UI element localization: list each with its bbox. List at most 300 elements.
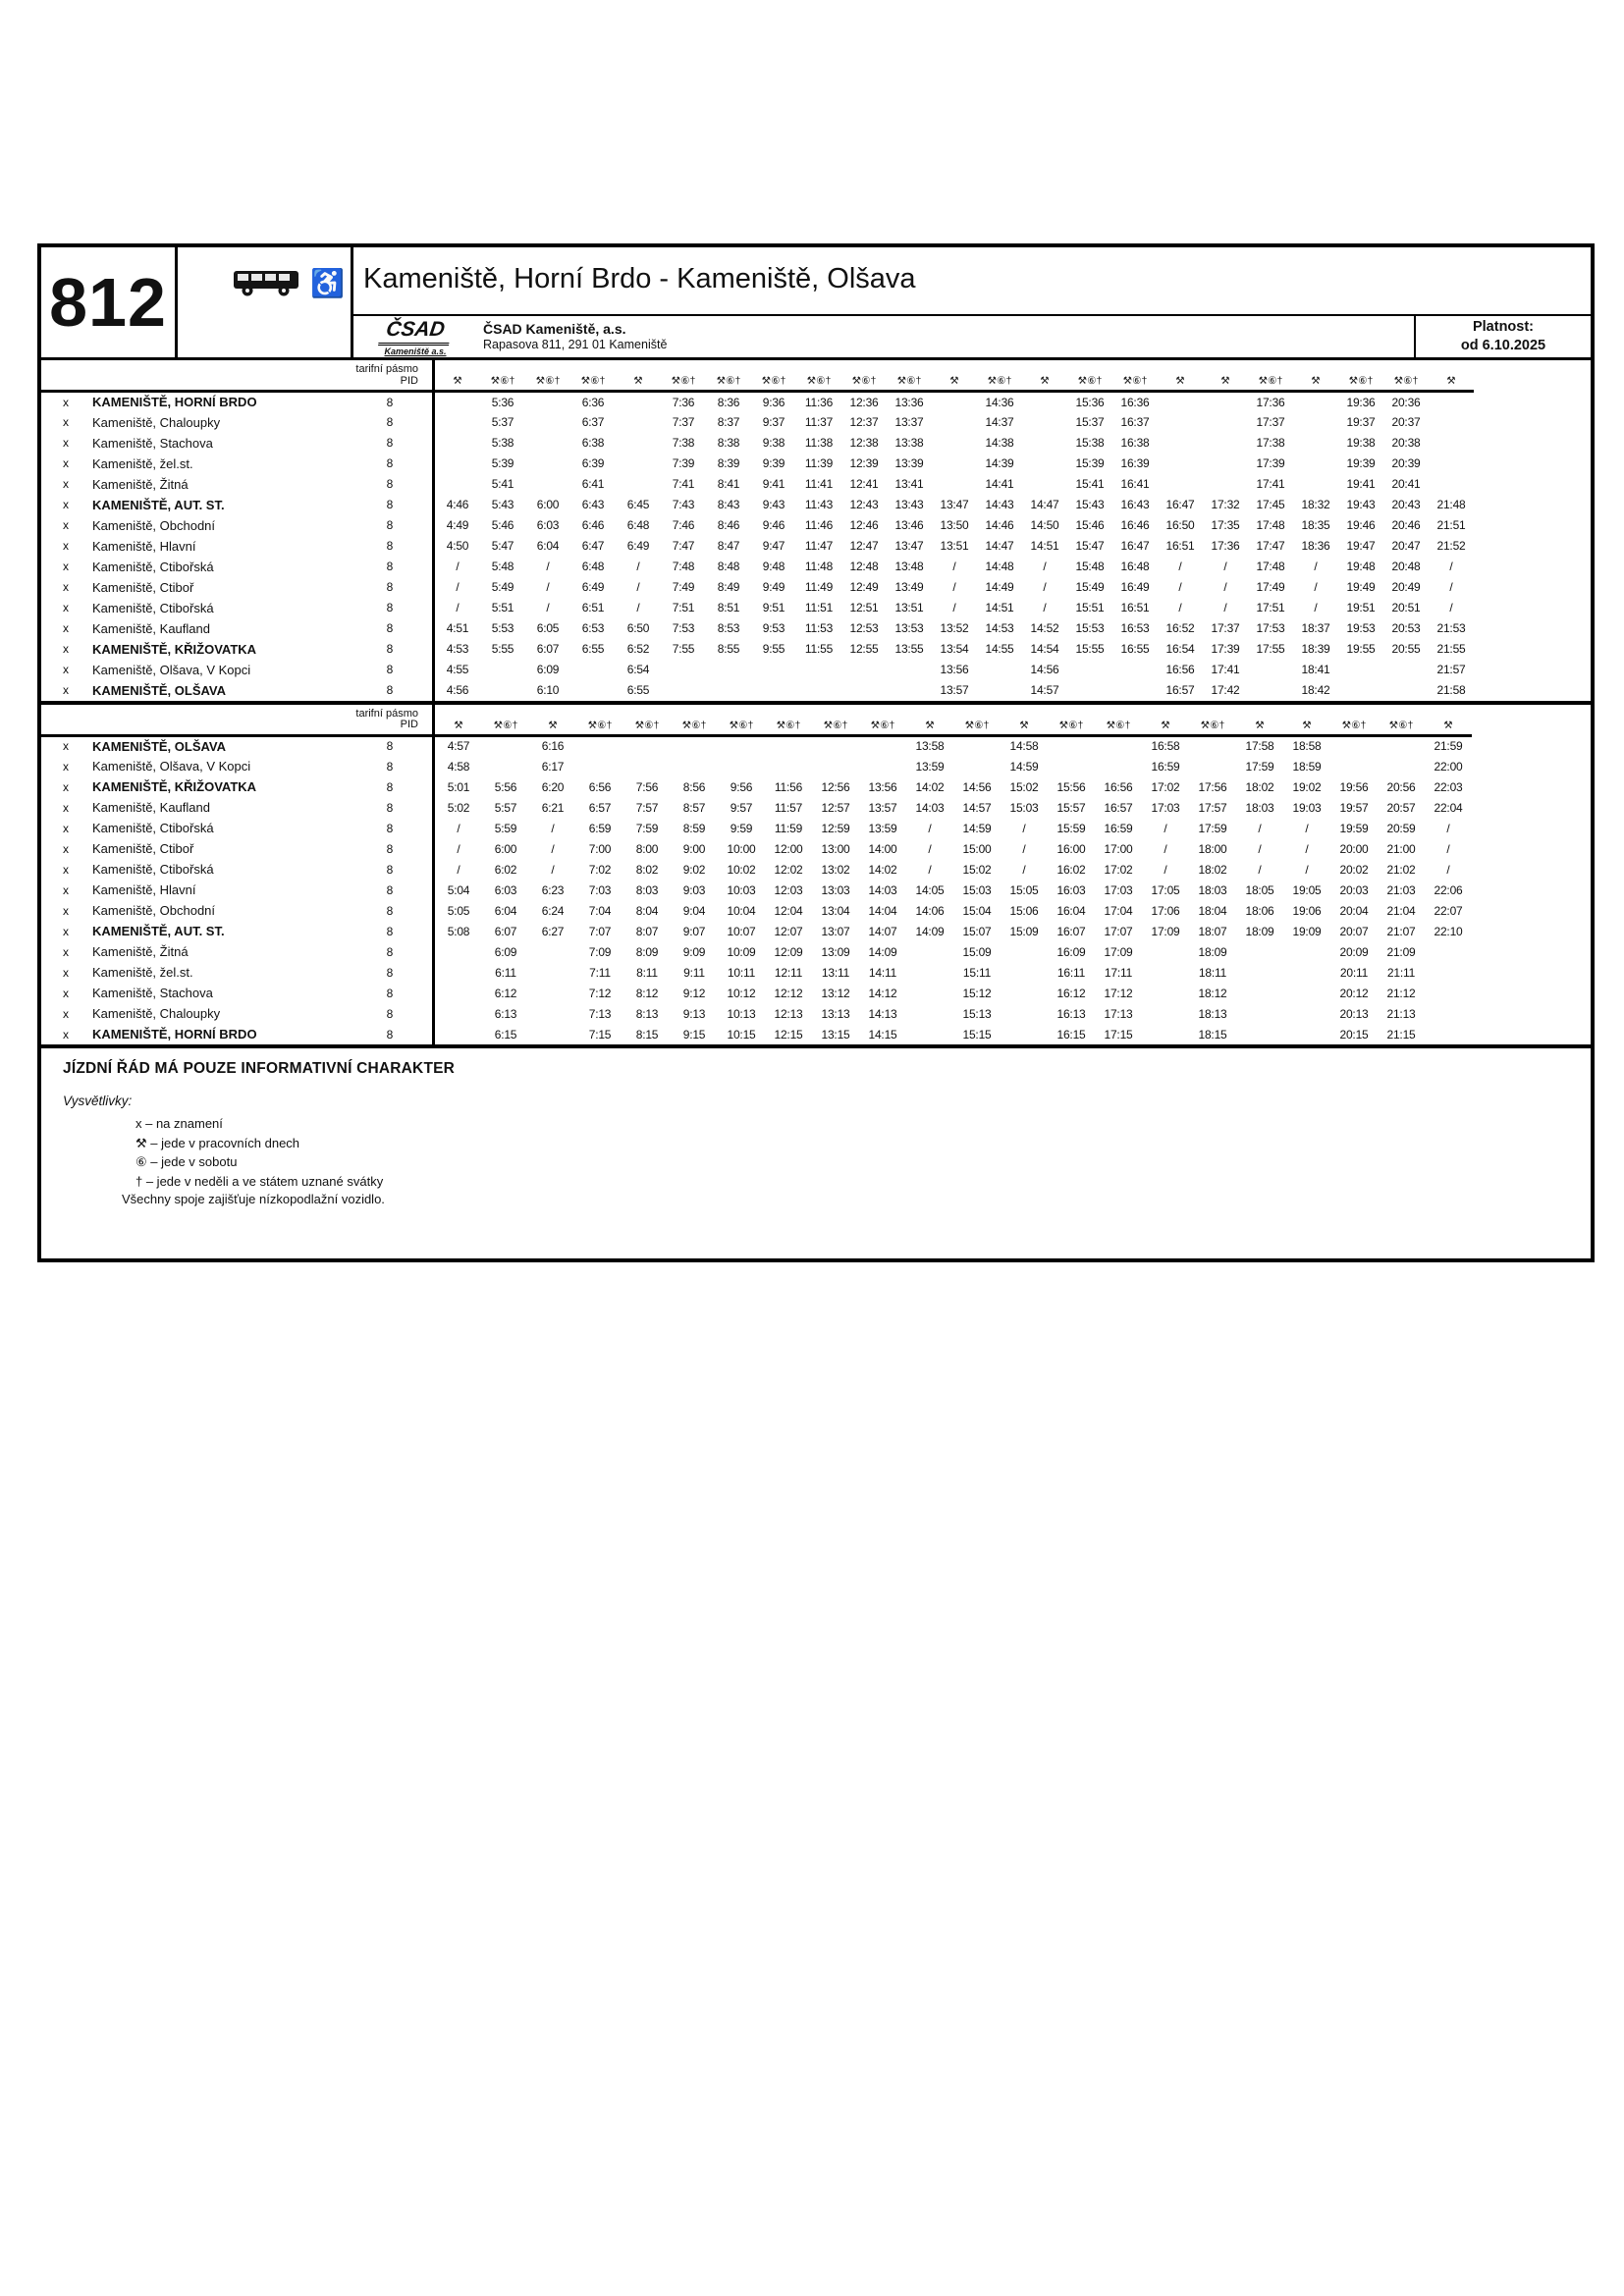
time-cell: 14:59 [1009,759,1039,774]
on-request-flag: x [63,415,69,429]
time-cell: 17:51 [1256,601,1285,614]
time-cell: 20:15 [1339,1027,1369,1041]
time-cell [1022,433,1067,454]
time-cell [812,756,859,776]
trip-days-symbol: ⚒⑥† [587,719,613,731]
time-cell: 17:07 [1104,924,1133,938]
zone-value: 8 [348,838,434,859]
station-name: Kameniště, Žitná [92,944,189,959]
trip-days-symbol: ⚒⑥† [1341,719,1367,731]
time-cell [434,454,481,474]
time-cell [1022,454,1067,474]
time-cell: 19:49 [1346,580,1376,594]
footer [41,1048,1591,1206]
time-cell: 6:04 [494,903,517,918]
time-cell: 16:43 [1120,498,1150,511]
time-cell: 13:59 [915,759,945,774]
time-cell: 17:53 [1256,621,1285,635]
trip-days-symbol: ⚒ [548,719,558,731]
time-cell: 20:13 [1339,1006,1369,1021]
time-cell: 17:32 [1211,498,1240,511]
on-request-flag: x [63,498,69,511]
time-cell: 15:03 [962,882,992,897]
time-cell: 21:12 [1386,986,1416,1000]
time-cell: 19:39 [1346,456,1376,470]
zone-value: 8 [348,392,434,412]
symbol-header-row [41,705,1472,736]
station-row [41,880,1472,900]
time-cell: 14:05 [915,882,945,897]
time-cell [1378,735,1425,756]
time-cell [1158,392,1203,412]
time-cell [1142,941,1189,962]
time-cell [1022,412,1067,433]
time-cell: 7:00 [588,841,612,856]
time-cell: / [1164,821,1167,835]
time-cell [1158,474,1203,495]
time-cell: / [1449,580,1453,594]
time-cell [1425,1024,1472,1044]
time-cell: 13:58 [906,735,953,756]
time-cell: 19:06 [1292,903,1322,918]
time-cell: 12:55 [849,642,879,656]
time-cell: 14:57 [1030,683,1059,697]
time-cell [1293,433,1338,454]
time-cell: 12:41 [849,477,879,491]
station-name: Kameniště, Stachova [92,435,213,451]
station-row [41,412,1474,433]
time-cell: 20:55 [1391,642,1421,656]
time-cell: 14:52 [1030,621,1059,635]
time-cell [706,660,751,680]
time-cell [1383,680,1429,701]
time-cell [1203,412,1248,433]
time-cell: 14:13 [868,1006,897,1021]
time-cell: 19:53 [1346,621,1376,635]
time-cell: 18:02 [1198,862,1227,877]
time-cell [1001,983,1048,1003]
time-cell: 21:02 [1386,862,1416,877]
time-cell: 14:48 [985,560,1014,573]
time-cell: 18:59 [1292,759,1322,774]
time-cell [1248,660,1293,680]
on-request-flag: x [63,560,69,573]
zone-value: 8 [348,983,434,1003]
station-row [41,941,1472,962]
time-cell: 6:56 [588,779,612,794]
time-cell [887,680,932,701]
zone-value: 8 [348,474,434,495]
time-cell: 5:59 [494,821,517,835]
time-cell: 4:51 [446,621,469,635]
time-cell: 8:55 [717,642,740,656]
trip-days-symbol: ⚒ [925,719,935,731]
time-cell: 6:47 [581,539,605,553]
time-cell: 7:56 [635,779,659,794]
time-cell [906,1003,953,1024]
operator-logo [361,318,469,356]
time-cell [977,660,1022,680]
trip-days-symbol: ⚒ [633,375,643,387]
time-cell: 7:53 [672,621,695,635]
time-cell: / [551,841,555,856]
time-cell: 13:53 [894,621,924,635]
time-cell [1293,474,1338,495]
time-cell: 16:15 [1056,1027,1086,1041]
time-cell: 13:48 [894,560,924,573]
time-cell: 9:07 [682,924,706,938]
time-cell [1142,962,1189,983]
time-cell: 4:50 [446,539,469,553]
time-cell [1189,735,1236,756]
time-cell: 11:48 [804,560,834,573]
time-cell [1429,392,1474,412]
time-cell: 7:55 [672,642,695,656]
trip-days-symbol: ⚒⑥† [806,375,832,387]
time-cell: 13:43 [894,498,924,511]
time-cell: 11:51 [804,601,834,614]
time-cell: 21:57 [1436,663,1466,676]
time-cell [1330,735,1378,756]
time-cell: 16:54 [1165,642,1195,656]
time-cell: / [1449,601,1453,614]
time-cell: 17:48 [1256,560,1285,573]
time-cell: 11:49 [804,580,834,594]
time-cell: 16:12 [1056,986,1086,1000]
trip-days-symbol: ⚒⑥† [1058,719,1084,731]
time-cell: 17:35 [1211,518,1240,532]
time-cell: 13:55 [894,642,924,656]
time-cell: 8:48 [717,560,740,573]
time-cell [751,660,796,680]
time-cell [623,756,671,776]
time-cell [1112,660,1158,680]
time-cell: 12:57 [821,800,850,815]
time-cell: 20:47 [1391,539,1421,553]
time-cell [434,392,481,412]
time-cell: 12:56 [821,779,850,794]
time-cell: 20:51 [1391,601,1421,614]
time-cell: 18:05 [1245,882,1274,897]
operator-name: ČSAD Kameniště, a.s. [483,321,626,337]
trip-days-symbol: ⚒⑥† [671,375,696,387]
time-cell: 12:46 [849,518,879,532]
on-request-flag: x [63,601,69,614]
time-cell: 18:42 [1301,683,1330,697]
time-cell [751,680,796,701]
time-cell: / [1314,560,1318,573]
time-cell: 21:00 [1386,841,1416,856]
zone-value: 8 [348,433,434,454]
time-cell: 18:37 [1301,621,1330,635]
time-cell: 17:56 [1198,779,1227,794]
time-cell: 22:00 [1434,759,1463,774]
time-cell: 20:59 [1386,821,1416,835]
time-cell: / [1314,601,1318,614]
time-cell [906,941,953,962]
time-cell [1293,392,1338,412]
time-cell: 8:46 [717,518,740,532]
time-cell: 14:47 [985,539,1014,553]
time-cell: 9:53 [762,621,785,635]
time-cell [1429,474,1474,495]
time-cell: 5:39 [491,456,514,470]
time-cell: / [1305,821,1309,835]
time-cell: 6:12 [494,986,517,1000]
time-cell: 7:12 [588,986,612,1000]
time-cell: 12:59 [821,821,850,835]
station-row [41,660,1474,680]
time-cell: 7:47 [672,539,695,553]
time-cell: 15:07 [962,924,992,938]
zone-value: 8 [348,515,434,536]
time-cell: 15:43 [1075,498,1105,511]
route-title: Kameniště, Horní Brdo - Kameniště, Olšava [353,247,1591,316]
station-name: Kameniště, Chaloupky [92,1006,221,1021]
station-name: KAMENIŠTĚ, KŘIŽOVATKA [92,641,257,657]
time-cell: 17:57 [1198,800,1227,815]
on-request-flag: x [63,965,69,980]
time-cell: 13:15 [821,1027,850,1041]
station-name: Kameniště, Chaloupky [92,414,221,430]
time-cell: 20:09 [1339,944,1369,959]
time-cell: 17:03 [1104,882,1133,897]
time-cell: 19:37 [1346,415,1376,429]
time-cell: 8:00 [635,841,659,856]
time-cell: 21:09 [1386,944,1416,959]
time-cell: 11:37 [804,415,834,429]
trip-days-symbol: ⚒ [1019,719,1029,731]
time-cell: 9:00 [682,841,706,856]
trip-days-symbol: ⚒ [1255,719,1265,731]
time-cell [1236,983,1283,1003]
zone-value: 8 [348,776,434,797]
time-cell: 21:15 [1386,1027,1416,1041]
station-row [41,474,1474,495]
time-cell: 20:12 [1339,986,1369,1000]
time-cell: 13:51 [894,601,924,614]
time-cell [434,983,483,1003]
time-cell [525,474,570,495]
trip-days-symbol: ⚒⑥† [1393,375,1419,387]
time-cell: 19:02 [1292,779,1322,794]
station-row [41,900,1472,921]
time-cell: 14:37 [985,415,1014,429]
time-cell: 7:09 [588,944,612,959]
time-cell: 5:37 [491,415,514,429]
time-cell: 20:02 [1339,862,1369,877]
time-cell: 7:57 [635,800,659,815]
time-cell: 18:41 [1301,663,1330,676]
time-cell [932,454,977,474]
time-cell [706,680,751,701]
time-cell: 15:57 [1056,800,1086,815]
time-cell: 6:21 [541,800,565,815]
time-cell: / [1178,560,1182,573]
time-cell: 20:36 [1383,392,1429,412]
time-cell: 14:04 [868,903,897,918]
time-cell: 13:50 [940,518,969,532]
time-cell: 7:04 [588,903,612,918]
trip-days-symbol: ⚒⑥† [490,375,515,387]
time-cell: 16:59 [1104,821,1133,835]
time-cell: 15:56 [1056,779,1086,794]
time-cell [529,1024,576,1044]
time-cell [796,660,841,680]
time-cell: 17:45 [1256,498,1285,511]
zone-value: 8 [348,680,434,701]
time-cell: 6:02 [494,862,517,877]
time-cell [1429,433,1474,454]
station-name: Kameniště, Kaufland [92,620,210,636]
time-cell: 6:03 [494,882,517,897]
trip-days-symbol: ⚒ [1443,719,1453,731]
direction-2-block [41,705,1591,1049]
station-name: KAMENIŠTĚ, AUT. ST. [92,497,225,512]
time-cell: 18:13 [1198,1006,1227,1021]
station-row [41,921,1472,941]
time-cell: 5:43 [491,498,514,511]
time-cell: 4:56 [446,683,469,697]
time-cell: 6:50 [626,621,650,635]
time-cell: / [456,601,460,614]
station-row [41,680,1474,701]
time-cell [1283,962,1330,983]
time-cell [576,735,623,756]
time-cell: 18:12 [1198,986,1227,1000]
station-name: Kameniště, Žitná [92,476,189,492]
time-cell: 8:11 [636,965,658,980]
time-cell: 9:39 [762,456,785,470]
time-cell: 14:51 [1030,539,1059,553]
time-cell: 6:38 [581,436,605,450]
time-cell: 21:59 [1425,735,1472,756]
time-cell: 11:56 [774,779,803,794]
station-row [41,639,1474,660]
time-cell: 14:39 [985,456,1014,470]
time-cell: 12:09 [774,944,803,959]
time-cell: 20:49 [1391,580,1421,594]
time-cell [812,735,859,756]
station-row [41,735,1472,756]
on-request-flag: x [63,779,69,794]
time-cell: 13:11 [821,965,850,980]
on-request-flag: x [63,477,69,491]
time-cell: 11:39 [804,456,834,470]
time-cell: 18:06 [1245,903,1274,918]
time-cell [906,962,953,983]
time-cell: 8:51 [717,601,740,614]
time-cell [480,660,525,680]
time-cell: 6:24 [541,903,565,918]
time-cell [671,735,718,756]
on-request-flag: x [63,986,69,1000]
time-cell: 11:41 [804,477,834,491]
time-cell: 7:46 [672,518,695,532]
time-cell: 20:57 [1386,800,1416,815]
operator-logo-main: ČSAD [378,318,452,346]
time-cell [1425,1003,1472,1024]
time-cell: 9:46 [762,518,785,532]
time-cell: 15:11 [962,965,992,980]
time-cell: 19:46 [1346,518,1376,532]
time-cell: 12:15 [774,1027,803,1041]
time-cell [796,680,841,701]
time-cell: 7:37 [672,415,695,429]
time-cell: 5:36 [480,392,525,412]
time-cell [953,735,1001,756]
legend-list [135,1114,1591,1191]
station-row [41,515,1474,536]
time-cell: 12:02 [774,862,803,877]
station-name: Kameniště, Obchodní [92,903,216,918]
time-cell: 5:53 [491,621,514,635]
time-cell: 13:59 [868,821,897,835]
time-cell: 9:41 [762,477,785,491]
time-cell: 17:47 [1256,539,1285,553]
time-cell: 14:46 [985,518,1014,532]
time-cell: 6:54 [626,663,650,676]
time-cell: 16:52 [1165,621,1195,635]
time-cell: 17:09 [1151,924,1180,938]
time-cell: 20:38 [1391,436,1421,450]
time-cell: 9:36 [751,392,796,412]
time-cell: 8:41 [717,477,740,491]
time-cell: 6:46 [581,518,605,532]
time-cell: 21:51 [1436,518,1466,532]
station-name: KAMENIŠTĚ, OLŠAVA [92,682,227,698]
time-cell [953,756,1001,776]
time-cell: 5:48 [491,560,514,573]
zone-value: 8 [348,454,434,474]
station-row [41,797,1472,818]
time-cell: 8:53 [717,621,740,635]
time-cell: 9:51 [762,601,785,614]
station-row [41,495,1474,515]
time-cell [1425,962,1472,983]
time-cell: / [952,601,956,614]
time-cell: 7:07 [588,924,612,938]
time-cell: 17:05 [1151,882,1180,897]
time-cell [1283,1003,1330,1024]
time-cell: 20:07 [1339,924,1369,938]
time-cell: 8:03 [635,882,659,897]
on-request-flag: x [63,1027,69,1041]
time-cell: / [1305,841,1309,856]
zone-value: 8 [348,962,434,983]
time-cell: 8:07 [635,924,659,938]
zone-value: 8 [348,577,434,598]
time-cell: 6:05 [536,621,560,635]
trip-days-symbol: ⚒⑥† [493,719,518,731]
trip-days-symbol: ⚒⑥† [1348,375,1374,387]
time-cell: 8:15 [635,1027,659,1041]
time-cell: 20:43 [1391,498,1421,511]
time-cell [570,660,616,680]
time-cell: 8:09 [635,944,659,959]
time-cell: 11:55 [804,642,834,656]
station-row [41,392,1474,412]
time-cell: 16:11 [1056,965,1086,980]
station-row [41,818,1472,838]
wheelchair-icon: ♿ [310,268,345,298]
time-cell: 6:04 [536,539,560,553]
time-cell: 6:55 [626,683,650,697]
station-row [41,776,1472,797]
on-request-flag: x [63,456,69,470]
time-cell [859,756,906,776]
time-cell: 15:05 [1009,882,1039,897]
